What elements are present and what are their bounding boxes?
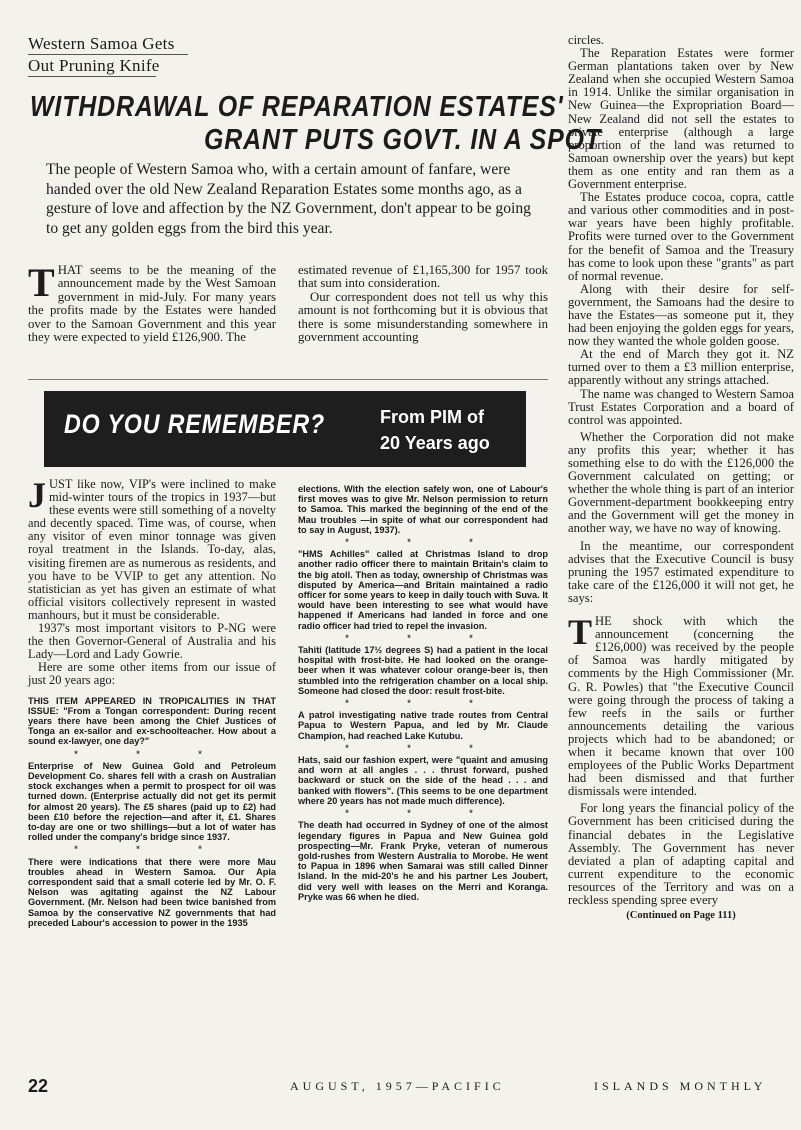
right-p4: At the end of March they got it. NZ turned over to them a £3 million enterprise, apparently without any strings attached. — [568, 347, 794, 388]
remember-item-7: A patrol investigating native trade routes from Central Papua to Western Papua, and led by Mr. Claude Champion, had reached Lake Kutubu. — [298, 710, 548, 741]
separator-stars: * * * — [345, 537, 501, 548]
headline-line2: GRANT PUTS GOVT. IN A SPOT — [204, 124, 601, 156]
right-p8: For long years the financial policy of the Government has been criticised during the financial debates in the Legislative Assembly. The Government has never deviated a plan of adapting capital and current expenditure to the economic resources of the Territory and was on a reckless spending spree every — [568, 801, 794, 907]
lead-text-1: HAT seems to be the meaning of the announcement made by the West Samoan government in mid-July. For many years the profits made by the Estates were handed over to the Samoan Government and this year they were expected to yield £126,900. The — [28, 263, 276, 345]
remember-p1: UST like now, VIP's were inclined to make mid-winter tours of the tropics in 1937—but these events were still something of a novelty and decently spaced. Time was, of course, when any visitor of even minor tonnage was given royal treatment in the Islands. To-day, alas, visiting firemen are as numerous as residents, and you have to be VVIP to get any attention. No statistician as yet has given an estimate of what official visitors collectively represent in wasted manhours, but it must be considerable. — [28, 477, 276, 622]
page-number: 22 — [28, 1076, 49, 1096]
article-kicker-line1: Western Samoa Gets — [28, 34, 175, 53]
right-p3: Along with their desire for self-government, the Samoans had the desire to have the Estates—as someone put it, they had been enjoying the golden eggs for years, now they wanted the whole golden goose. — [568, 281, 794, 349]
separator-stars: * * * — [74, 748, 230, 759]
right-p6: Whether the Corporation did not make any profits this year; whether it has something else to do with the £126,000 the Government calculated on getting; or whether the whole thing is part of an interior Government-department bookkeeping entry and the Government will get the money in another way, we have no way of knowing. — [568, 429, 794, 536]
right-p5: The name was changed to Western Samoa Trust Estates Corporation and a board of control was appointed. — [568, 386, 794, 427]
continued-note: (Continued on Page 111) — [626, 910, 736, 922]
remember-item-2: Enterprise of New Guinea Gold and Petroleum Development Co. shares fell with a crash on Australian stock exchanges when a permit to prospect for oil was turned down. (Enterprise actually did not get its permit for almost 20 years). The £5 shares (paid up to £2) had been £10 before the rejection—and after it, £1. Shares to-day are one or two shillings—but a lot of water has rolled under the company's bridge since 1937. — [28, 760, 276, 843]
separator-stars: * * * — [345, 698, 501, 709]
remember-column-2 — [298, 484, 548, 902]
remember-column-1 — [28, 475, 276, 928]
remember-item-6: Tahiti (latitude 17½ degrees S) had a patient in the local hospital with frost-bite. He had looked on the orange-beer when it was whatever colour orange-beer is, then stumbled into the refrigeration chamber on a local ship. Someone had closed the door: result frost-bite. — [298, 645, 548, 696]
separator-stars: * * * — [345, 742, 501, 753]
footer-left: AUGUST, 1957—PACIFIC — [290, 1079, 505, 1093]
remember-item-9: The death had occurred in Sydney of one of the almost legendary figures in Papua and New Guinea gold prospecting—Mr. Frank Pryke, veteran of numerous gold-rushes from Western Australia to Morobe. He went to Papua in 1896 when Samarai was still called Dinner Island. In the mid-20's he and his partner Les Joubert, did very well with leases on the Merri and Koranga. Pryke was 66 when he died. — [298, 820, 548, 902]
separator-stars: * * * — [74, 844, 230, 855]
section-divider — [28, 379, 548, 380]
kicker-rule — [28, 54, 188, 55]
quote-drop-cap: T — [568, 612, 593, 653]
banner-title: DO YOU REMEMBER? — [64, 409, 326, 439]
do-you-remember-banner — [44, 391, 526, 467]
remember-drop-cap: J — [28, 475, 46, 515]
footer-right: ISLANDS MONTHLY — [594, 1079, 767, 1093]
kicker-rule-2 — [28, 76, 156, 77]
separator-stars: * * * — [345, 632, 501, 643]
lead-column-1 — [28, 260, 276, 345]
lead-column-2 — [298, 264, 548, 344]
separator-stars: * * * — [345, 808, 501, 819]
right-column — [568, 34, 794, 922]
drop-cap: T — [28, 260, 55, 305]
right-p2: The Estates produce cocoa, copra, cattle and various other commodities and in post-war years have been highly profitable. Profits were turned over to the Government for the benefit of Samoa and the Treasury has come to look upon these "grants" as part of normal revenue. — [568, 190, 794, 283]
banner-from-line1: From PIM of — [380, 407, 484, 427]
right-p7: In the meantime, our correspondent advises that the Executive Council is busy pruning the 1957 estimated expenditure to take care of the £126,000 it will not get, he says: — [568, 538, 794, 605]
headline-line1: WITHDRAWAL OF REPARATION ESTATES' — [30, 91, 564, 123]
remember-p3: Here are some other items from our issue of just 20 years ago: — [28, 660, 276, 688]
article-kicker-line2: Out Pruning Knife — [28, 56, 160, 75]
remember-item-8: Hats, said our fashion expert, were "quaint and amusing and worn at all angles . . . thrust forward, pushed backward or stuck on the side of the head . . . and banked with flowers". (This seems to be one department where 20 years has not made much difference). — [298, 755, 548, 806]
remember-item-5: "HMS Achilles" called at Christmas Island to drop another radio officer there to maintain Britain's claim to the big atoll. Then as today, ownership of Christmas was disputed by America—and Britain maintained a radio officer for some years to keep in daily touch with Suva. It would have been interesting to see what would have happened if Americans had landed in force and one radio officer had tried to repel the invasion. — [298, 549, 548, 631]
right-quote: HE shock with which the announcement (concerning the £126,000) was received by the people of Samoa was hardly mitigated by comments by the High Commissioner (Mr. G. R. Powles) that "the Executive Council were going through the process of taking a few reefs in the sails or further announcements detailing the various projects which had to be abandoned; or when it became known that over 100 employees of the Public Works Department had been dismissed and that further dismissals were intended. — [568, 614, 794, 799]
lead-text-2: estimated revenue of £1,165,300 for 1957 took that sum into consideration. — [298, 263, 548, 291]
remember-p2: 1937's most important visitors to P-NG were the then Governor-General of Australia and his Lady—Lord and Lady Gowrie. — [28, 621, 276, 662]
remember-item-1: THIS ITEM APPEARED IN TROPICALITIES IN THAT ISSUE: "From a Tongan correspondent: During recent years there have been among the Chief Justices of Tonga an ex-sailor and ex-schoolteacher. How about a sound ex-lawyer, one day?" — [28, 695, 276, 747]
remember-item-4: elections. With the election safely won, one of Labour's first moves was to give Mr. Nelson permission to return to Samoa. This marked the beginning of the end of the Mau troubles —in spite of what our correspondent had to say in August, 1937). — [298, 484, 548, 535]
remember-item-3: There were indications that there were more Mau troubles ahead in Western Samoa. Our Apia correspondent said that a small coterie led by Mr. O. F. Nelson was agitating against the NZ Labour Government. (Mr. Nelson had been twice banished from Samoa by the conservative NZ governments that had preceded Labour's accession to power in the 1935 — [28, 856, 276, 928]
right-p0: circles. — [568, 33, 605, 47]
right-p1: The Reparation Estates were former German plantations taken over by New Zealand when she occupied Western Samoa in 1914. Unlike the similar organisation in New Guinea—the Expropriation Board—New Zealand did not sell the estates to private enterprise (although a large proportion of the land was returned to Samoan ownership over the years) but kept them as one entity and ran them as a Government enterprise. — [568, 46, 794, 192]
lead-text-3: Our correspondent does not tell us why this amount is not forthcoming but it is obvious that there is some misunderstanding somewhere in government accounting — [298, 289, 548, 345]
banner-from-line2: 20 Years ago — [380, 433, 490, 453]
article-intro: The people of Western Samoa who, with a certain amount of fanfare, were handed over the old New Zealand Reparation Estates some months ago, as a gesture of love and affection by the NZ Government, don't appear to be going to get any golden eggs from the bird this year. — [46, 161, 531, 237]
